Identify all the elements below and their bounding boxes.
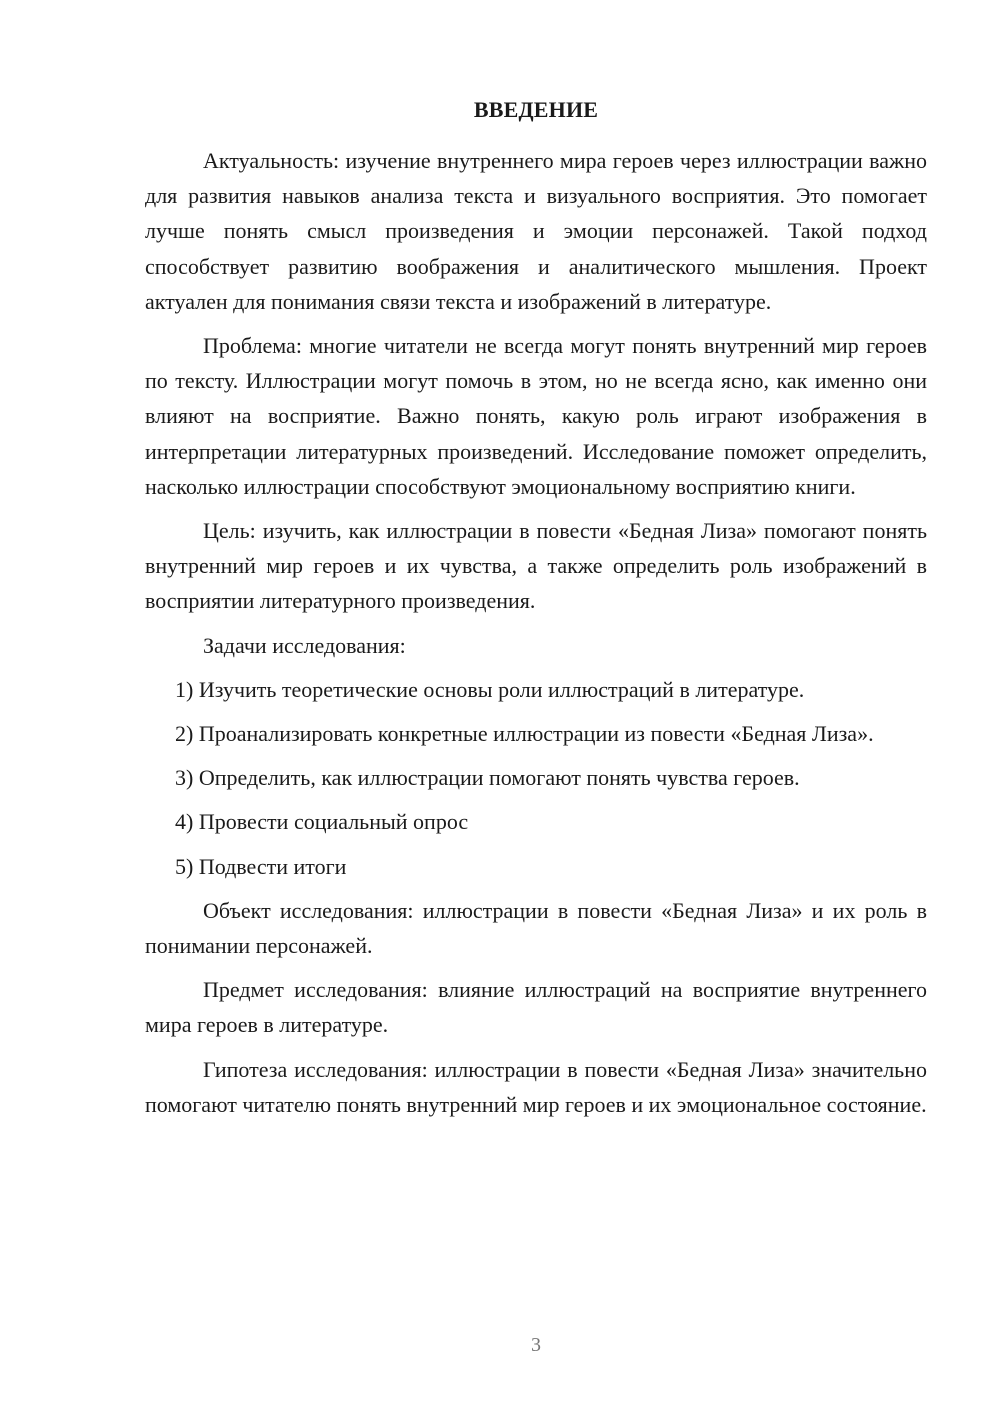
tasks-list [145,672,927,884]
hypothesis-paragraph: Гипотеза исследования: иллюстрации в повести «Бедная Лиза» значительно помогают читателю понять внутренний мир героев и их эмоциональное состояние. [145,1056,927,1117]
goal-paragraph: Цель: изучить, как иллюстрации в повести «Бедная Лиза» помогают понять внутренний мир героев и их чувства, а также определить роль изображений в восприятии литературного произведения. [145,518,927,614]
subject-paragraph: Предмет исследования: влияние иллюстраций на восприятие внутреннего мира героев в литературе. [145,977,927,1038]
task-item: 1) Изучить теоретические основы роли иллюстраций в литературе. [175,676,805,702]
task-item: 4) Провести социальный опрос [175,809,469,835]
task-item: 5) Подвести итоги [175,853,347,879]
tasks-heading: Задачи исследования: [203,632,406,658]
relevance-paragraph: Актуальность: изучение внутреннего мира героев через иллюстрации важно для развития навыков анализа текста и визуального восприятия. Это помогает лучше понять смысл произведения и эмоции персонажей. Такой подход способствует развитию воображения и аналитического мышления. Проект актуален для понимания связи текста и изображений в литературе. [145,148,927,314]
task-item: 2) Проанализировать конкретные иллюстрации из повести «Бедная Лиза». [175,721,874,747]
problem-paragraph: Проблема: многие читатели не всегда могут понять внутренний мир героев по тексту. Иллюстрации могут помочь в этом, но не всегда ясно, как именно они влияют на восприятие. Важно понять, какую роль играют изображения в интерпретации литературных произведений. Исследование поможет определить, насколько иллюстрации способствуют эмоциональному восприятию книги. [145,333,927,499]
task-item: 3) Определить, как иллюстрации помогают понять чувства героев. [175,765,800,791]
object-paragraph: Объект исследования: иллюстрации в повести «Бедная Лиза» и их роль в понимании персонажей. [145,897,927,959]
page-title: ВВЕДЕНИЕ [473,97,599,122]
page-number: 3 [531,1334,541,1356]
document-page [145,95,927,1122]
